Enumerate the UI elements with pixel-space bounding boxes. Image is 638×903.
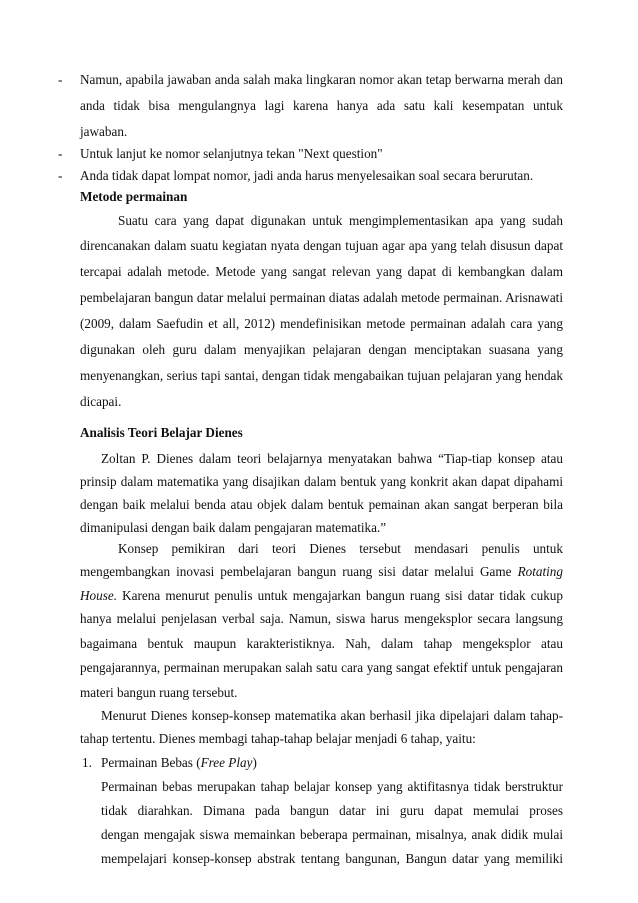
metode-line-4: pembelajaran bangun datar melalui permainan diatas adalah metode permainan. Arisnawati <box>80 290 563 305</box>
item1-line-4: mempelajari konsep-konsep abstrak tentang bangunan, Bangun datar yang memiliki <box>101 851 563 866</box>
dienes-p2-line-3: House. Karena menurut penulis untuk mengajarkan bangun ruang sisi datar tidak cukup <box>80 588 563 603</box>
bullet-dash: - <box>58 168 63 183</box>
bullet-1-line-1: Namun, apabila jawaban anda salah maka lingkaran nomor akan tetap berwarna merah dan <box>80 72 563 87</box>
bullet-dash: - <box>58 72 63 87</box>
metode-line-1: Suatu cara yang dapat digunakan untuk mengimplementasikan apa yang sudah <box>118 213 563 228</box>
bullet-3-line-1: Anda tidak dapat lompat nomor, jadi anda harus menyelesaikan soal secara berurutan. <box>80 168 534 183</box>
list-item-title: Permainan Bebas (Free Play) <box>101 755 257 770</box>
bullet-2-line-1: Untuk lanjut ke nomor selanjutnya tekan "Next question" <box>80 146 383 161</box>
metode-line-6: digunakan oleh guru dalam menyajikan pelajaran dengan menciptakan suasana yang <box>80 342 563 357</box>
dienes-p2-line-7: materi bangun ruang tersebut. <box>80 685 238 700</box>
section-heading-metode: Metode permainan <box>80 189 188 204</box>
dienes-p2-line-4: hanya melalui penjelasan verbal saja. Namun, siswa harus mengeksplor secara langsung <box>80 611 563 626</box>
item1-line-1: Permainan bebas merupakan tahap belajar konsep yang aktifitasnya tidak berstruktur <box>101 779 563 794</box>
dienes-p1-line-3: dengan baik melalui benda atau objek dalam bentuk pemainan akan sangat berperan bila <box>80 497 563 512</box>
dienes-p2-line-6: pengajarannya, permainan merupakan salah satu cara yang sangat efektif untuk pengajaran <box>80 660 563 675</box>
bullet-1-line-3: jawaban. <box>80 124 128 139</box>
metode-line-3: tercapai adalah metode. Metode yang sangat relevan yang dapat di kembangkan dalam <box>80 264 563 279</box>
list-number: 1. <box>82 755 92 770</box>
dienes-p2-line-2: mengembangkan inovasi pembelajaran bangun ruang sisi datar melalui Game Rotating <box>80 564 563 579</box>
dienes-p1-line-4: dimanipulasi dengan baik dalam pengajaran matematika.” <box>80 520 387 535</box>
item1-line-2: tidak diarahkan. Dimana pada bangun datar ini guru dapat memulai proses <box>101 803 563 818</box>
dienes-p2-line-5: bagaimana bentuk maupun karakteristiknya. Nah, dalam tahap mengeksplor atau <box>80 636 563 651</box>
metode-line-2: direncanakan dalam suatu kegiatan nyata dengan tujuan agar apa yang telah disusun dapat <box>80 238 563 253</box>
dienes-p2-line-1: Konsep pemikiran dari teori Dienes tersebut mendasari penulis untuk <box>118 541 563 556</box>
bullet-1-line-2: anda tidak bisa mengulangnya lagi karena hanya ada satu kali kesempatan untuk <box>80 98 563 113</box>
metode-line-8: dicapai. <box>80 394 122 409</box>
dienes-p3-line-2: tahap tertentu. Dienes membagi tahap-tahap belajar menjadi 6 tahap, yaitu: <box>80 731 476 746</box>
dienes-p1-line-2: prinsip dalam matematika yang disajikan dalam bentuk yang konkrit akan dapat dipahami <box>80 474 563 489</box>
dienes-p3-line-1: Menurut Dienes konsep-konsep matematika akan berhasil jika dipelajari dalam tahap- <box>101 708 563 723</box>
item1-line-3: dengan mengajak siswa memainkan beberapa permainan, misalnya, anak didik mulai <box>101 827 563 842</box>
bullet-dash: - <box>58 146 63 161</box>
section-heading-dienes: Analisis Teori Belajar Dienes <box>80 425 243 440</box>
metode-line-5: (2009, dalam Saefudin et all, 2012) mendefinisikan metode permainan adalah cara yang <box>80 316 563 331</box>
metode-line-7: menyenangkan, serius tapi santai, dengan tidak mengabaikan tujuan pelajaran yang hendak <box>80 368 563 383</box>
dienes-p1-line-1: Zoltan P. Dienes dalam teori belajarnya menyatakan bahwa “Tiap-tiap konsep atau <box>101 451 563 466</box>
